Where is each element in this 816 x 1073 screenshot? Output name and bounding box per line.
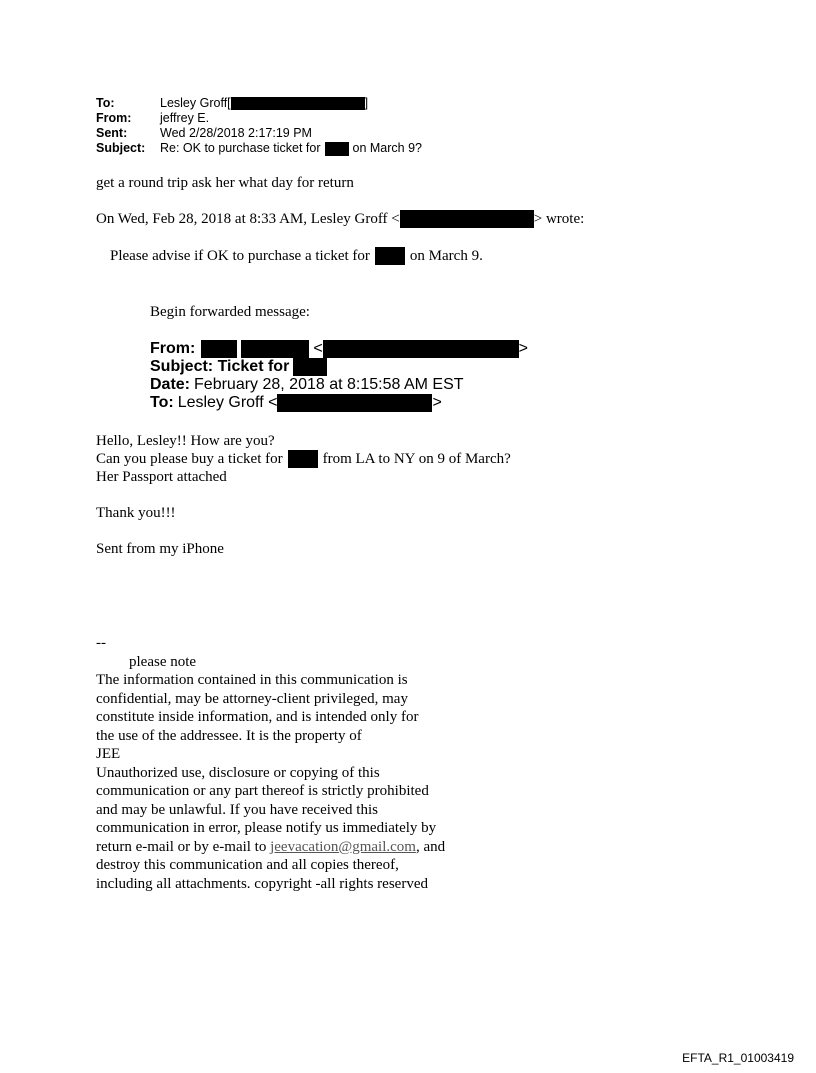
forwarded-date-label: Date: — [150, 376, 191, 393]
disclaimer-line: communication or any part thereof is strictly prohibited — [96, 783, 429, 799]
quote-intro — [96, 210, 584, 228]
forwarded-from-gt: > — [518, 340, 529, 357]
redaction-box — [288, 450, 318, 468]
forwarded-to-label: To: — [150, 394, 174, 411]
disclaimer-line: confidential, may be attorney-client privileged, may — [96, 690, 408, 707]
from-value: jeffrey E. — [160, 111, 210, 125]
attachment-line: Her Passport attached — [96, 469, 227, 485]
redaction-box — [231, 97, 365, 110]
redaction-box — [241, 340, 309, 358]
signature-line: Sent from my iPhone — [96, 541, 224, 557]
disclaimer-line: the use of the addressee. It is the property of — [96, 727, 362, 744]
forwarded-date-row — [150, 376, 528, 394]
header-sent-row — [96, 126, 422, 141]
disclaimer-note: please note — [129, 653, 197, 670]
from-label: From: — [96, 111, 132, 125]
redaction-box — [323, 340, 519, 358]
advise-line — [110, 247, 483, 265]
forwarded-from-lt: < — [313, 340, 323, 357]
forwarded-message-body — [96, 432, 511, 558]
redaction-box — [325, 142, 349, 156]
subject-label: Subject: — [96, 141, 146, 155]
forwarded-header — [150, 340, 528, 412]
redaction-box — [293, 358, 327, 376]
request-post: from LA to NY on 9 of March? — [322, 451, 511, 467]
request-line — [96, 450, 511, 468]
sent-label: Sent: — [96, 126, 128, 140]
forwarded-to-row — [150, 394, 528, 412]
email-link[interactable]: jeevacation@gmail.com — [270, 838, 416, 855]
header-from-row — [96, 111, 422, 126]
begin-forwarded: Begin forwarded message: — [150, 304, 310, 320]
disclaimer-line: destroy this communication and all copies thereof, — [96, 857, 399, 873]
request-pre: Can you please buy a ticket for — [96, 451, 283, 467]
disclaimer-line: and may be unlawful. If you have received this — [96, 801, 378, 818]
redaction-box — [201, 340, 237, 358]
redaction-box — [375, 247, 405, 265]
disclaimer-line: JEE — [96, 746, 121, 762]
forwarded-to-gt: > — [432, 394, 442, 411]
disclaimer-email-line — [96, 838, 445, 857]
quote-intro-pre: On Wed, Feb 28, 2018 at 8:33 AM, Lesley Groff < — [96, 211, 400, 227]
disclaimer-line: Unauthorized use, disclosure or copying of this — [96, 764, 380, 781]
email-pre: return e-mail or by e-mail to — [96, 838, 271, 855]
advise-pre: Please advise if OK to purchase a ticket for — [110, 248, 370, 264]
email-header — [96, 96, 422, 156]
disclaimer-line: constitute inside information, and is intended only for — [96, 709, 419, 725]
to-value: Lesley Groff[ — [160, 96, 231, 110]
forwarded-from-row — [150, 340, 528, 358]
subject-pre: Re: OK to purchase ticket for — [160, 141, 321, 155]
redaction-box — [277, 394, 432, 412]
disclaimer — [96, 634, 445, 893]
reply-text: get a round trip ask her what day for return — [96, 175, 354, 191]
forwarded-date-value: February 28, 2018 at 8:15:58 AM EST — [194, 376, 464, 393]
disclaimer-dashes: -- — [96, 635, 106, 651]
greeting: Hello, Lesley!! How are you? — [96, 433, 275, 449]
document-id: EFTA_R1_01003419 — [682, 1051, 794, 1065]
header-subject-row — [96, 141, 422, 156]
disclaimer-line: communication in error, please notify us immediately by — [96, 820, 437, 836]
disclaimer-line: The information contained in this communication is — [96, 672, 408, 688]
disclaimer-line: including all attachments. copyright -all rights reserved — [96, 875, 428, 892]
sent-value: Wed 2/28/2018 2:17:19 PM — [160, 126, 312, 140]
subject-post: on March 9? — [352, 141, 422, 155]
email-post: , and — [415, 838, 446, 855]
to-label: To: — [96, 96, 115, 110]
redaction-box — [400, 210, 534, 228]
forwarded-subject-label: Subject: Ticket for — [150, 358, 290, 375]
forwarded-from-label: From: — [150, 340, 196, 357]
forwarded-subject-row — [150, 358, 528, 376]
thanks-line: Thank you!!! — [96, 505, 176, 521]
forwarded-to-value: Lesley Groff < — [177, 394, 278, 411]
advise-post: on March 9. — [409, 248, 483, 264]
header-to-row — [96, 96, 422, 111]
quote-intro-post: > wrote: — [533, 211, 585, 227]
to-close: ] — [364, 96, 369, 110]
